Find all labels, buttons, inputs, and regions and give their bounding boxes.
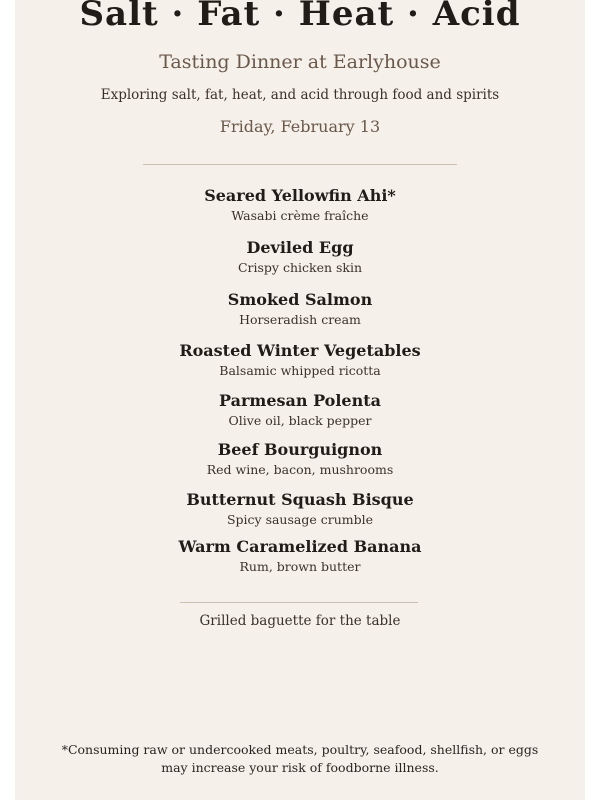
dish-description: Spicy sausage crumble — [226, 512, 374, 527]
disclaimer — [15, 741, 585, 777]
dish-item — [15, 340, 585, 380]
dish-name: Parmesan Polenta — [218, 391, 381, 410]
disclaimer-line: may increase your risk of foodborne illness. — [161, 760, 439, 775]
dish-name: Beef Bourguignon — [217, 440, 383, 459]
dish-description: Rum, brown butter — [239, 559, 361, 574]
dish-description: Wasabi crème fraîche — [231, 208, 369, 223]
disclaimer-line: *Consuming raw or undercooked meats, poultry, seafood, shellfish, or eggs — [61, 742, 539, 757]
event-date: Friday, February 13 — [219, 117, 381, 136]
menu-tagline: Exploring salt, fat, heat, and acid through food and spirits — [100, 87, 500, 103]
dish-description: Red wine, bacon, mushrooms — [206, 462, 394, 477]
menu-page — [15, 0, 585, 800]
dish-name: Warm Caramelized Banana — [178, 537, 422, 556]
dish-item — [15, 237, 585, 277]
dish-item — [15, 289, 585, 329]
divider-bottom — [180, 602, 418, 603]
menu-subtitle: Tasting Dinner at Earlyhouse — [159, 51, 441, 73]
menu-title: Salt · Fat · Heat · Acid — [79, 0, 521, 34]
dish-item — [15, 390, 585, 430]
dish-name: Seared Yellowfin Ahi* — [204, 186, 396, 205]
dish-description: Horseradish cream — [239, 312, 361, 327]
dish-name: Butternut Squash Bisque — [186, 490, 414, 509]
dish-name: Smoked Salmon — [227, 290, 373, 309]
dish-item — [15, 439, 585, 479]
table-note: Grilled baguette for the table — [199, 613, 401, 629]
dish-item — [15, 536, 585, 576]
divider-top — [143, 164, 457, 165]
dish-name: Deviled Egg — [246, 238, 354, 257]
dish-item — [15, 489, 585, 529]
dish-description: Balsamic whipped ricotta — [219, 363, 381, 378]
dish-description: Crispy chicken skin — [237, 260, 363, 275]
dish-name: Roasted Winter Vegetables — [179, 341, 421, 360]
dish-item — [15, 185, 585, 225]
dish-description: Olive oil, black pepper — [228, 413, 372, 428]
